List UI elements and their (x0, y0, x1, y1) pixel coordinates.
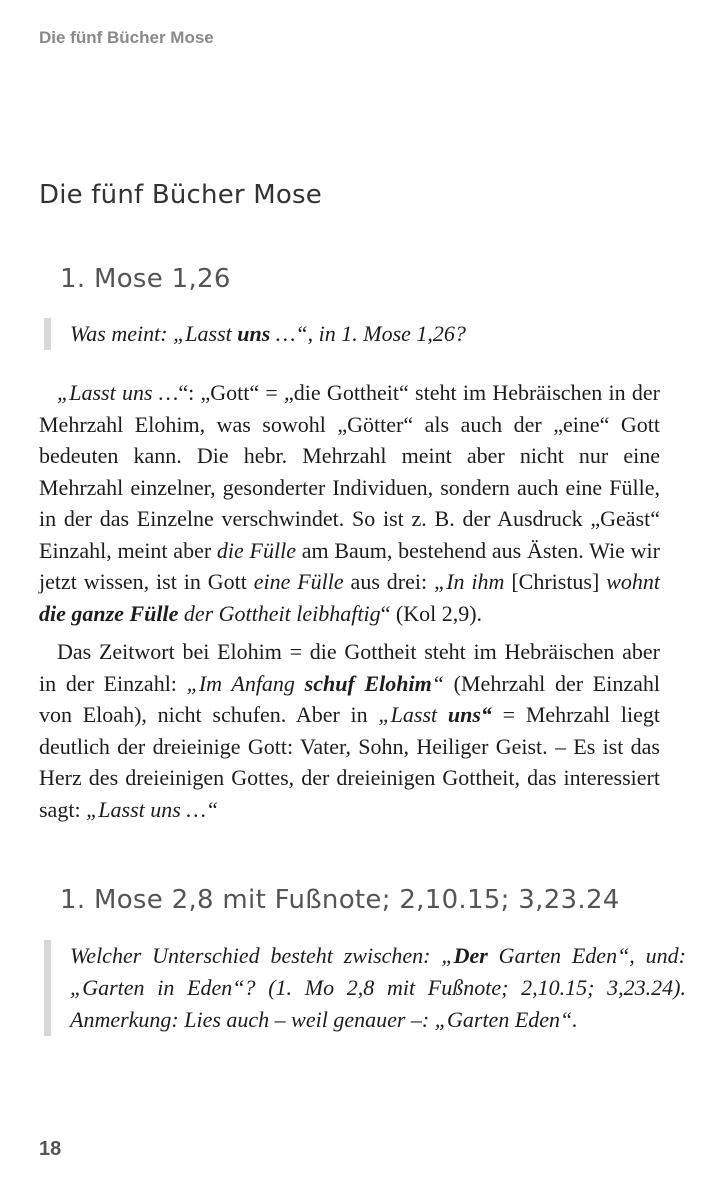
paragraph-1-run: die ganze Fülle (39, 600, 179, 626)
paragraph-1-run: eine Fülle (253, 569, 344, 594)
running-head: Die fünf Bücher Mose (39, 28, 214, 47)
question-emphasis: Der (453, 943, 488, 968)
paragraph-2 (39, 636, 660, 825)
paragraph-1-run: der Gottheit leibhaftig (178, 600, 381, 626)
paragraph-2-run: uns“ (447, 702, 492, 727)
paragraph-2-run: „Im Anfang (186, 670, 305, 696)
page-number: 18 (39, 1138, 62, 1160)
paragraph-1-run: [Christus] (504, 569, 607, 594)
paragraph-1 (39, 377, 660, 629)
question-box-1 (44, 318, 686, 350)
paragraph-1-run: “ (Kol 2,9). (380, 600, 483, 626)
paragraph-2-run: „Lasst uns …“ (86, 796, 219, 822)
section-heading-mose-1-26: 1. Mose 1,26 (60, 264, 231, 294)
paragraph-1-run: wohnt (606, 569, 661, 594)
question-text: Garten Eden“, und: „Garten in Eden“? (1. Mo 2,8 mit Fußnote; 2,10.15; 3,23.24). Anmerkung: Lies auch – weil genauer –: „Garten Eden“. (70, 943, 687, 1032)
paragraph-2-run: (Mehrzahl der Einzahl von Eloah), nicht schufen. Aber in (39, 670, 660, 727)
paragraph-1-run: am Baum, bestehend aus Ästen. Wie wir jetzt wissen, ist in Gott (39, 537, 660, 594)
paragraph-1-run: „Lasst uns … (57, 380, 179, 405)
paragraph-2-run: = Mehrzahl liegt deutlich der dreieinige Gott: Vater, Sohn, Heiliger Geist. – Es ist das Herz des dreieinigen Gottes, der dreieinigen Gottheit, das interessiert sagt: (39, 702, 660, 822)
paragraph-2-run: “ (431, 670, 444, 696)
question-text: Was meint: „Lasst (70, 321, 238, 346)
section1-body (39, 377, 660, 832)
paragraph-2-run: „Lasst (378, 702, 448, 727)
paragraph-2-run: schuf Elohim (304, 670, 432, 696)
paragraph-1-run: die Fülle (216, 537, 296, 563)
paragraph-2-run: Das Zeitwort bei Elohim = die Gottheit steht im Hebräischen aber in der Einzahl: (39, 639, 660, 696)
paragraph-1-run: “: „Gott“ = „die Gottheit“ steht im Hebräischen in der Mehrzahl Elohim, was sowohl „Götter“ als auch der „eine“ Gott bedeuten kann. Die hebr. Mehrzahl meint aber nicht nur eine Mehrzahl einzelner, gesonderter Individuen, sondern auch eine Fülle, in der das Einzelne verschwindet. So ist z. B. der Ausdruck „Geäst“ Einzahl, meint aber (39, 380, 660, 563)
section-heading-mose-2-8: 1. Mose 2,8 mit Fußnote; 2,10.15; 3,23.24 (60, 885, 620, 915)
paragraph-1-run: „In ihm (433, 569, 505, 594)
paragraph-1-run: aus drei: (343, 569, 434, 594)
question-emphasis: uns (237, 321, 271, 346)
chapter-title: Die fünf Bücher Mose (39, 180, 322, 210)
question-box-2 (44, 940, 686, 1036)
question-text: …“, in 1. Mose 1,26? (270, 321, 466, 346)
question-text: Welcher Unterschied besteht zwischen: „ (70, 943, 454, 968)
